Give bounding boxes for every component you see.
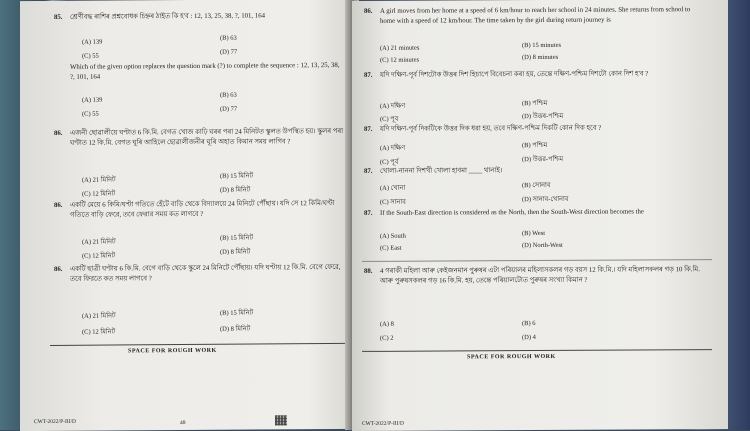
question-87-bodo <box>364 165 704 177</box>
option-c: (C) সানাব <box>380 198 406 206</box>
question-number: 87. <box>364 167 373 175</box>
question-text: একটি মেয়ে 6 কিমি/ঘণ্টা গতিতে হেঁটে বাড়ি থেকে বিদ্যালয়ে 24 মিনিটে পৌঁছায়। যদি সে 12 কিমি/ঘণ্টা গতিতে বাড়ি ফেরে, তবে ফেরার সময় কত লাগবে ? <box>70 199 335 219</box>
option-d: (D) 4 <box>522 334 536 342</box>
page-number: 48 <box>180 420 186 427</box>
option-b: (B) সোনাব <box>522 181 551 190</box>
option-c: (C) পূর্ব <box>380 158 399 166</box>
option-b: (B) 63 <box>220 91 237 99</box>
question-85-assamese <box>54 11 344 23</box>
question-88 <box>364 265 704 287</box>
option-c: (C) 2 <box>380 334 394 342</box>
question-86-english <box>364 5 704 27</box>
question-86-other <box>54 263 344 285</box>
question-text: If the South-East direction is considered as the North, then the South-West direction becomes the <box>380 208 644 217</box>
question-87-english <box>364 207 704 219</box>
option-b: (B) পশ্চিম <box>522 141 548 150</box>
rough-work-label: SPACE FOR ROUGH WORK <box>128 347 217 355</box>
option-b: (B) 63 <box>220 34 237 42</box>
option-c: (C) 12 মিনিট <box>82 328 116 336</box>
option-b: (B) পশ্চিম <box>522 99 548 108</box>
divider <box>50 343 346 346</box>
option-a: (A) 139 <box>82 96 103 104</box>
option-d: (D) 77 <box>220 105 238 113</box>
option-d: (D) North-West <box>522 241 563 250</box>
option-c: (C) 12 minutes <box>380 56 419 64</box>
qr-code-icon <box>275 415 287 425</box>
option-b: (B) 15 মিনিট <box>220 234 254 242</box>
footer-code: CWT-2022/P-III/D <box>34 418 76 426</box>
option-c: (C) East <box>380 244 402 252</box>
left-page <box>20 0 358 431</box>
question-number: 87. <box>364 125 373 133</box>
question-number: 86. <box>54 129 63 137</box>
option-d: (D) উত্তর-পশ্চিম <box>522 155 564 164</box>
question-number: 86. <box>364 7 373 15</box>
question-text: এজনী ছোৱালীয়ে ঘণ্টাত 6 কি.মি. বেগত খোজ কাঢ়ি ঘৰৰ পৰা 24 মিনিটত স্কুলত উপস্থিত হয়। স্কুলৰ পৰা ঘণ্টাত 12 কি.মি. বেগত ঘূৰি আহিলে ছোৱালীজনীৰ ঘূৰি অহাত কিমান সময় লাগিব ? <box>70 127 344 147</box>
option-b: (B) 15 মিনিট <box>220 309 254 317</box>
option-d: (D) 8 মিনিট <box>220 248 251 256</box>
question-number: 87. <box>364 71 373 79</box>
question-85-english <box>70 61 344 83</box>
option-a: (A) খোনা <box>380 184 406 192</box>
question-87-bengali <box>364 123 704 135</box>
option-c: (C) 12 মিনিট <box>82 190 116 198</box>
option-a: (A) দক্ষিণ <box>380 144 406 152</box>
question-text: একটি ছাত্রী ঘণ্টায় 6 কি.মি. বেগে বাড়ি থেকে স্কুলে 24 মিনিটে পৌঁছায়। যদি ঘণ্টায় 12 কি.মি. বেগে ফেরে, তবে ফিরতে কত সময় লাগবে ? <box>70 263 341 283</box>
option-a: (A) 21 মিনিট <box>82 312 116 320</box>
option-b: (B) 6 <box>522 320 536 328</box>
option-d: (D) উত্তৰ-পশ্চিম <box>522 112 564 121</box>
option-d: (D) 8 মিনিট <box>220 186 251 194</box>
option-a: (A) 21 মিনিট <box>82 238 116 246</box>
option-d: (D) 8 minutes <box>522 53 559 62</box>
right-page <box>352 0 728 431</box>
option-c: (C) 55 <box>82 110 99 118</box>
question-number: 87. <box>364 209 373 217</box>
question-text: যদি দক্ষিণ-পূর্ব দিকটিকে উত্তর দিক ধরা হয়, তবে দক্ষিণ-পশ্চিম দিকটি কোন দিক হবে ? <box>380 124 602 133</box>
question-number: 88. <box>364 267 373 275</box>
rough-work-label: SPACE FOR ROUGH WORK <box>467 353 556 361</box>
question-text: 4 গৰাকী মহিলা আৰু কেইজনমান পুৰুষৰ এটা পৰিয়ালৰ মহিলাসকলৰ গড় বয়স 12 কি.মি.। যদি মহিলাসকলৰ গড় 10 কি.মি. আৰু পুৰুষসকলৰ গড় 16 কি.মি. হয়, তেন্তে পৰিয়ালটোত পুৰুষৰ সংখ্যা কিমান ? <box>380 266 700 285</box>
option-b: (B) 15 minutes <box>522 41 561 50</box>
question-text: খোলা-নাননা দিশখী খোলা হাবমা ____ থানাই। <box>380 167 503 175</box>
divider <box>362 259 712 262</box>
divider <box>362 349 712 352</box>
question-number: 86. <box>54 201 63 209</box>
option-c: (C) 55 <box>82 52 99 60</box>
option-a: (A) South <box>380 232 406 240</box>
option-b: (B) 15 মিনিট <box>220 172 254 180</box>
option-c: (C) 12 মিনিট <box>82 252 116 260</box>
question-number: 86. <box>54 265 63 273</box>
option-c: (C) পূব <box>380 115 399 123</box>
option-a: (A) দক্ষিণ <box>380 102 406 110</box>
question-86-assamese <box>54 127 344 149</box>
option-d: (D) 77 <box>220 48 238 56</box>
option-a: (A) 21 minutes <box>380 44 420 52</box>
question-text: যদি দক্ষিণ-পূর্ব দিশটোক উত্তৰ দিশ হিচাপে বিবেচনা কৰা হয়, তেন্তে দক্ষিণ-পশ্চিম দিশটো কোন দিশ হ'ব ? <box>380 70 649 79</box>
question-text: শ্রেণীবদ্ধ ৰাশিৰ প্ৰশ্নবোধক চিহ্নৰ ঠাইত কি হ'ব : 12, 13, 25, 38, ?, 101, 164 <box>70 12 265 21</box>
option-d: (D) 8 মিনিট <box>220 325 251 333</box>
option-a: (A) 21 মিনিট <box>82 176 116 184</box>
option-b: (B) West <box>522 229 546 238</box>
option-a: (A) 8 <box>380 320 394 328</box>
question-number: 85. <box>54 13 63 21</box>
option-d: (D) সানাব-খোনাব <box>522 195 569 204</box>
question-text: A girl moves from her home at a speed of 6 km/hour to reach her school in 24 minutes. She returns from school to home with a speed of 12 km/hour. The time taken by the girl during return journey is <box>380 6 691 25</box>
question-86-bengali <box>54 199 344 221</box>
footer-code: CWT-2022/P-III/D <box>362 420 404 427</box>
question-87-assamese <box>364 69 704 81</box>
question-text: Which of the given option replaces the question mark (?) to complete the sequence : 12, 13, 25, 38, ?, 101, 164 <box>70 61 340 81</box>
option-a: (A) 139 <box>82 38 103 46</box>
